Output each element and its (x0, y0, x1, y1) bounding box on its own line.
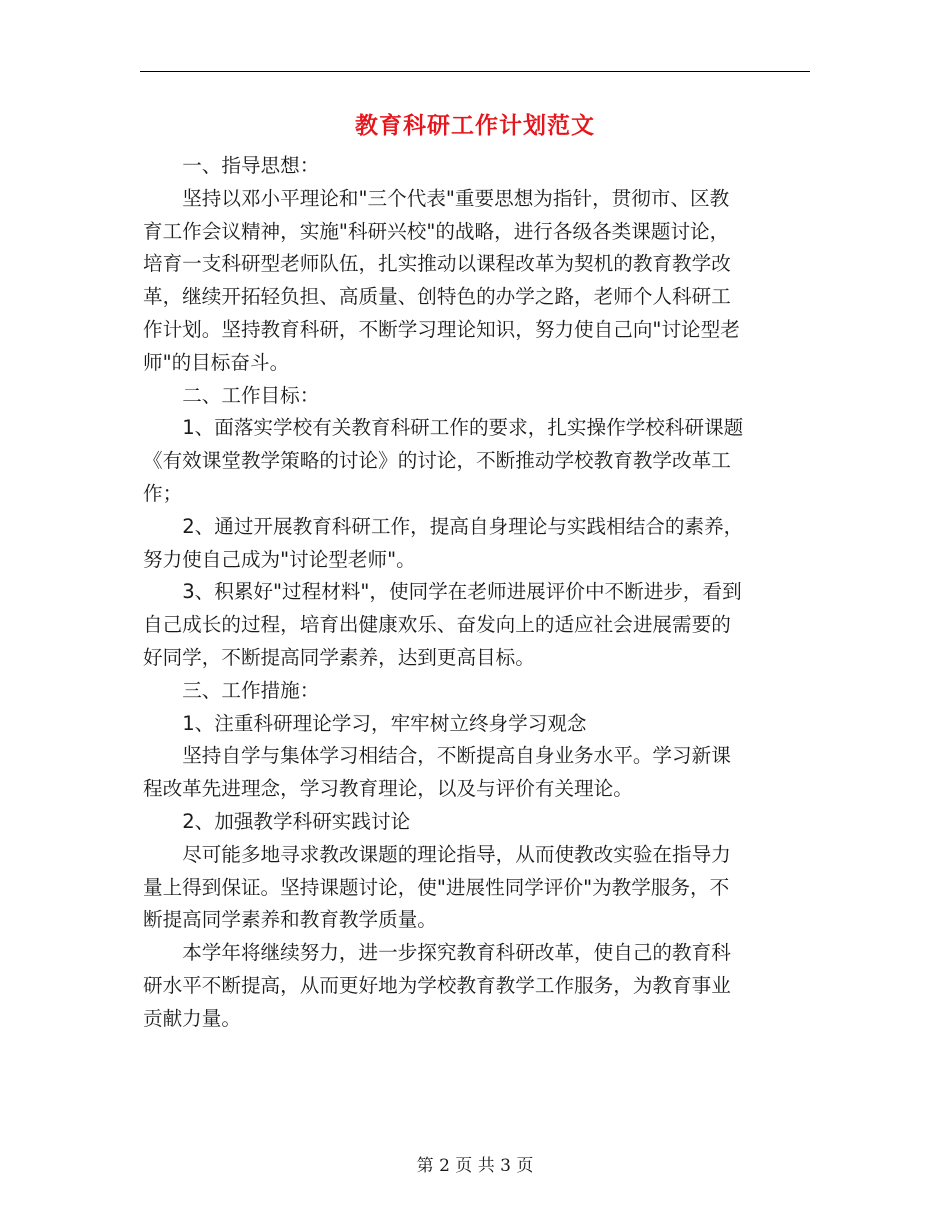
paragraph-line: 自己成长的过程，培育出健康欢乐、奋发向上的适应社会进展需要的 (143, 613, 731, 637)
paragraph-line: 程改革先进理念，学习教育理论，以及与评价有关理论。 (143, 777, 633, 801)
paragraph-line: 《有效课堂教学策略的讨论》的讨论，不断推动学校教育教学改革工 (143, 449, 731, 473)
paragraph-line: 努力使自己成为"讨论型老师"。 (143, 547, 416, 571)
paragraph-line: 断提高同学素养和教育教学质量。 (143, 908, 437, 932)
paragraph-line: 育工作会议精神，实施"科研兴校"的战略，进行各级各类课题讨论， (143, 219, 730, 243)
paragraph-line: 师"的目标奋斗。 (143, 350, 290, 374)
paragraph (143, 740, 813, 806)
paragraph (143, 675, 813, 708)
paragraph-line: 培育一支科研型老师队伍，扎实推动以课程改革为契机的教育教学改 (143, 252, 731, 276)
document-body (143, 150, 813, 1036)
paragraph (143, 412, 813, 510)
page-footer: 第 2 页 共 3 页 (416, 1156, 534, 1176)
paragraph-line: 坚持以邓小平理论和"三个代表"重要思想为指针，贯彻市、区教 (182, 186, 730, 210)
paragraph-line: 贡献力量。 (143, 1006, 241, 1030)
paragraph-line: 1、面落实学校有关教育科研工作的要求，扎实操作学校科研课题 (182, 416, 744, 440)
paragraph-line: 1、注重科研理论学习，牢牢树立终身学习观念 (182, 711, 587, 735)
paragraph-line: 2、通过开展教育科研工作，提高自身理论与实践相结合的素养， (182, 514, 744, 538)
paragraph (143, 511, 813, 577)
paragraph-line: 尽可能多地寻求教改课题的理论指导，从而使教改实验在指导力 (182, 842, 731, 866)
paragraph-line: 2、加强教学科研实践讨论 (182, 809, 411, 833)
paragraph (143, 806, 813, 839)
paragraph-line: 作计划。坚持教育科研，不断学习理论知识，努力使自己向"讨论型老 (143, 317, 740, 341)
paragraph-line: 二、工作目标： (182, 383, 320, 407)
paragraph-line: 三、工作措施： (182, 678, 320, 702)
paragraph-line: 3、积累好"过程材料"，使同学在老师进展评价中不断进步，看到 (182, 580, 742, 604)
paragraph (143, 183, 813, 380)
paragraph (143, 839, 813, 937)
paragraph-line: 革，继续开拓轻负担、高质量、创特色的办学之路，老师个人科研工 (143, 285, 731, 309)
paragraph (143, 380, 813, 413)
paragraph (143, 576, 813, 674)
paragraph-line: 一、指导思想： (182, 154, 320, 177)
paragraph (143, 150, 813, 183)
paragraph-line: 研水平不断提高，从而更好地为学校教育教学工作服务，为教育事业 (143, 973, 731, 997)
paragraph (143, 937, 813, 1035)
paragraph-line: 量上得到保证。坚持课题讨论，使"进展性同学评价"为教学服务，不 (143, 875, 730, 899)
paragraph-line: 坚持自学与集体学习相结合，不断提高自身业务水平。学习新课 (182, 744, 731, 768)
header-rule (140, 71, 810, 72)
paragraph-line: 好同学，不断提高同学素养，达到更高目标。 (143, 645, 535, 669)
document-title: 教育科研工作计划范文 (355, 113, 595, 139)
paragraph-line: 作； (143, 481, 183, 505)
paragraph (143, 708, 813, 741)
paragraph-line: 本学年将继续努力，进一步探究教育科研改革，使自己的教育科 (182, 941, 731, 965)
